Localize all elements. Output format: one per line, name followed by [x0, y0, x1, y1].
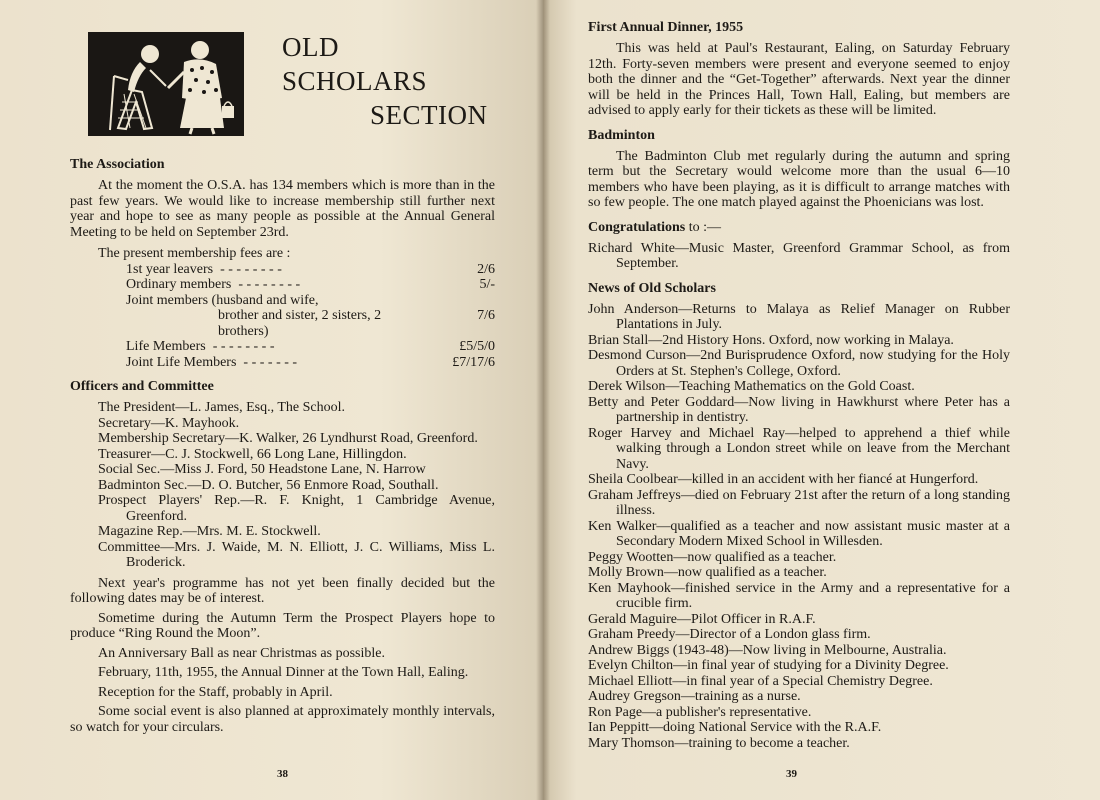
fee-row	[70, 262, 495, 278]
fee-label: 1st year leavers - - - - - - - -	[126, 261, 282, 277]
fee-row	[70, 277, 495, 293]
news-item: Michael Elliott—in final year of a Special Chemistry Degree.	[588, 673, 933, 689]
fee-row	[70, 293, 495, 309]
news-item: Ian Peppitt—doing National Service with the R.A.F.	[588, 720, 882, 735]
fee-label: Ordinary members - - - - - - - -	[126, 277, 301, 292]
news-item: Ron Page—a publisher's representative.	[588, 704, 812, 720]
news-item: Molly Brown—now qualified as a teacher.	[588, 565, 827, 580]
programme-paragraph: An Anniversary Ball as near Christmas as possible.	[98, 645, 385, 661]
officers-heading: Officers and Committee	[70, 379, 214, 394]
news-item: Roger Harvey and Michael Ray—helped to apprehend a thief while walking through a London street while on leave from the Merchant Navy.	[588, 425, 1010, 472]
association-heading: The Association	[70, 157, 165, 172]
right-page	[543, 0, 1100, 800]
officer-entry: Magazine Rep.—Mrs. M. E. Stockwell.	[98, 524, 321, 539]
badminton-paragraph: The Badminton Club met regularly during the autumn and spring term but the Secretary would welcome more than the usual 6—10 members who have been playing, as it is difficult to arrange matches with so few people. The one match played against the Phoenicians was lost.	[588, 148, 1010, 210]
page-number: 39	[786, 768, 797, 780]
programme-paragraph: Next year's programme has not yet been finally decided but the following dates may be of interest.	[70, 575, 495, 606]
news-item: Peggy Wootten—now qualified as a teacher.	[588, 549, 837, 565]
fee-value: £7/17/6	[452, 354, 495, 370]
news-list	[588, 302, 1010, 752]
officer-entry: The President—L. James, Esq., The School.	[98, 400, 346, 415]
news-item: Sheila Coolbear—killed in an accident with her fiancé at Hungerford.	[588, 472, 979, 487]
news-item: Audrey Gregson—training as a nurse.	[588, 689, 801, 704]
fee-label: Joint members (husband and wife,	[126, 292, 319, 308]
programme-paragraph: Reception for the Staff, probably in April.	[98, 684, 333, 700]
page-number: 38	[277, 768, 288, 780]
news-item: Mary Thomson—training to become a teacher.	[588, 735, 850, 751]
programme-paragraph: Some social event is also planned at approximately monthly intervals, so watch for your circulars.	[70, 704, 495, 735]
news-item: Ken Mayhook—finished service in the Army and a representative for a crucible firm.	[588, 580, 1010, 611]
officer-entry: Treasurer—C. J. Stockwell, 66 Long Lane, Hillingdon.	[98, 446, 407, 462]
fee-row	[70, 339, 495, 355]
officers-list	[70, 400, 495, 571]
officer-entry: Badminton Sec.—D. O. Butcher, 56 Enmore Road, Southall.	[98, 477, 439, 493]
fee-label: Joint Life Members - - - - - - -	[126, 354, 298, 370]
fee-value: 5/-	[479, 277, 495, 292]
news-item: Graham Preedy—Director of a London glass firm.	[588, 627, 871, 642]
news-item: Ken Walker—qualified as a teacher and now assistant music master at a Secondary Modern Mixed School in Willesden.	[588, 518, 1010, 549]
fee-row	[70, 355, 495, 371]
elderly-couple-illustration	[88, 32, 244, 136]
fees-intro: The present membership fees are :	[98, 246, 291, 261]
dinner-heading: First Annual Dinner, 1955	[588, 20, 744, 35]
news-item: Brian Stall—2nd History Hons. Oxford, now working in Malaya.	[588, 332, 954, 348]
title-line-scholars: SCHOLARS	[282, 66, 428, 96]
officer-entry: Secretary—K. Mayhook.	[98, 415, 240, 431]
news-item: Andrew Biggs (1943-48)—Now living in Melbourne, Australia.	[588, 642, 947, 658]
officer-entry: Committee—Mrs. J. Waide, M. N. Elliott, J. C. Williams, Miss L. Broderick.	[98, 539, 495, 570]
association-paragraph: At the moment the O.S.A. has 134 members which is more than in the past few years. We would like to increase membership still further next year and hope to see as many people as possible at the Annual General Meeting to be held on September 23rd.	[70, 178, 495, 240]
fee-label: brother and sister, 2 sisters, 2 brothers)	[218, 308, 382, 339]
fee-label: Life Members - - - - - - - -	[126, 339, 275, 354]
fee-value	[435, 293, 495, 309]
left-page	[0, 0, 543, 800]
news-item: John Anderson—Returns to Malaya as Relief Manager on Rubber Plantations in July.	[588, 301, 1010, 332]
congratulations-text: Richard White—Music Master, Greenford Grammar School, as from September.	[588, 240, 1010, 271]
section-header	[70, 30, 495, 148]
title-line-old: OLD	[282, 32, 339, 62]
news-item: Derek Wilson—Teaching Mathematics on the Gold Coast.	[588, 379, 915, 394]
fee-value: 7/6	[477, 308, 495, 323]
news-heading: News of Old Scholars	[588, 280, 716, 296]
congratulations-heading: Congratulations to :—	[588, 219, 722, 235]
officer-entry: Social Sec.—Miss J. Ford, 50 Headstone Lane, N. Harrow	[98, 462, 426, 477]
officer-entry: Membership Secretary—K. Walker, 26 Lyndhurst Road, Greenford.	[98, 431, 478, 446]
programme-paragraph: February, 11th, 1955, the Annual Dinner at the Town Hall, Ealing.	[98, 665, 469, 680]
fee-value: 2/6	[477, 261, 495, 277]
fee-row	[70, 308, 495, 339]
news-item: Betty and Peter Goddard—Now living in Hawkhurst where Peter has a partnership in dentistry.	[588, 394, 1010, 425]
membership-fees-table	[70, 246, 495, 370]
officer-entry: Prospect Players' Rep.—R. F. Knight, 1 Cambridge Avenue, Greenford.	[98, 493, 495, 524]
title-line-section: SECTION	[370, 100, 488, 130]
news-item: Gerald Maguire—Pilot Officer in R.A.F.	[588, 611, 816, 627]
badminton-heading: Badminton	[588, 127, 655, 143]
news-item: Graham Jeffreys—died on February 21st after the return of a long standing illness.	[588, 487, 1010, 518]
programme-paragraph: Sometime during the Autumn Term the Prospect Players hope to produce “Ring Round the Moon”.	[70, 610, 495, 641]
dinner-paragraph: This was held at Paul's Restaurant, Ealing, on Saturday February 12th. Forty-seven members were present and everyone seemed to enjoy both the dinner and the “Get-Together” afterwards. Next year the dinner will be held in the Princes Hall, Town Hall, Ealing, but members are advised to apply early for their tickets as these will be limited.	[588, 41, 1010, 118]
fee-value: £5/5/0	[459, 339, 495, 354]
news-item: Desmond Curson—2nd Burisprudence Oxford, now studying for the Holy Orders at St. Stephen's College, Oxford.	[588, 348, 1010, 379]
news-item: Evelyn Chilton—in final year of studying for a Divinity Degree.	[588, 658, 949, 673]
book-gutter	[536, 0, 550, 800]
